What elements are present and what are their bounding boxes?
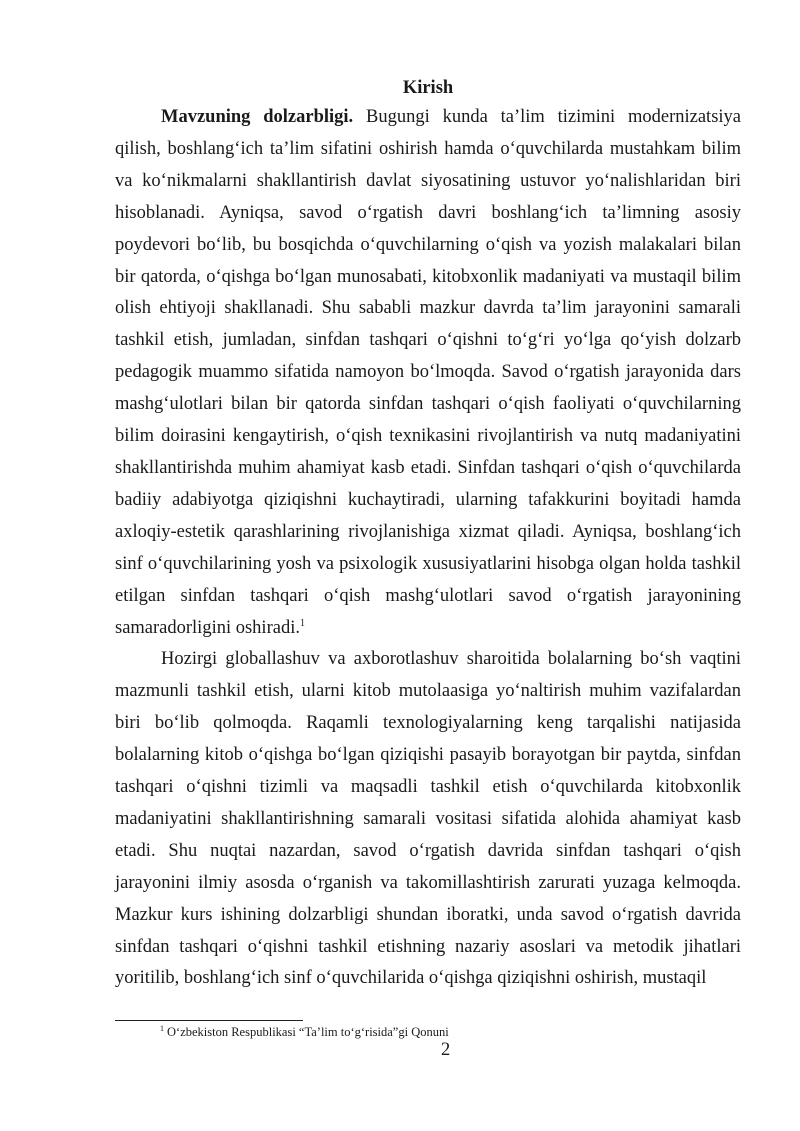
footnote [160, 1024, 449, 1040]
paragraph-globalization: Hozirgi globallashuv va axborotlashuv sharoitida bolalarning bo‘sh vaqtini mazmunli tashkil etish, ularni kitob mutolaasiga yo‘naltirish muhim vazifalardan biri bo‘lib qolmoqda. Raqamli texnologiyalarning keng tarqalishi natijasida bolalarning kitob o‘qishga bo‘lgan qiziqishi pasayib borayotgan bir paytda, sinfdan tashqari o‘qishni tizimli va maqsadli tashkil etish o‘quvchilarda kitobxonlik madaniyatini shakllantirishning samarali vositasi sifatida alohida ahamiyat kasb etadi. Shu nuqtai nazardan, savod o‘rgatish davrida sinfdan tashqari o‘qish jarayonini ilmiy asosda o‘rganish va takomillashtirish zarurati yuzaga kelmoqda. Mazkur kurs ishining dolzarbligi shundan iboratki, unda savod o‘rgatish davrida sinfdan tashqari o‘qishni tashkil etishning nazariy asoslari va metodik jihatlari yoritilib, boshlang‘ich sinf o‘quvchilarida o‘qishga qiziqishni oshirish, mustaqil [115, 649, 741, 989]
footnote-text: O‘zbekiston Respublikasi “Ta’lim to‘g‘risida”gi Qonuni [167, 1025, 449, 1039]
footnote-reference[interactable]: 1 [299, 617, 305, 629]
footnote-number: 1 [160, 1023, 164, 1033]
paragraph-lead: Mavzuning dolzarbligi. [161, 107, 354, 127]
page-body [115, 75, 741, 995]
section-heading: Kirish [402, 78, 454, 98]
footnote-separator [115, 1020, 303, 1021]
paragraph-text: Bugungi kunda ta’lim tizimini modernizatsiya qilish, boshlang‘ich ta’lim sifatini oshirish hamda o‘quvchilarda mustahkam bilim va ko‘nikmalarni shakllantirish davlat siyosatining ustuvor yo‘nalishlaridan biri hisoblanadi. Ayniqsa, savod o‘rgatish davri boshlang‘ich ta’limning asosiy poydevori bo‘lib, bu bosqichda o‘quvchilarning o‘qish va yozish malakalari bilan bir qatorda, o‘qishga bo‘lgan munosabati, kitobxonlik madaniyati va mustaqil bilim olish ehtiyoji shakllanadi. Shu sababli mazkur davrda ta’lim jarayonini samarali tashkil etish, jumladan, sinfdan tashqari o‘qishni to‘g‘ri yo‘lga qo‘yish dolzarb pedagogik muammo sifatida namoyon bo‘lmoqda. Savod o‘rgatish jarayonida dars mashg‘ulotlari bilan bir qatorda sinfdan tashqari o‘qish faoliyati o‘quvchilarning bilim doirasini kengaytirish, o‘qish texnikasini rivojlantirish va nutq madaniyatini shakllantirishda muhim ahamiyat kasb etadi. Sinfdan tashqari o‘qish o‘quvchilarda badiiy adabiyotga qiziqishni kuchaytiradi, ularning tafakkurini boyitadi hamda axloqiy-estetik qarashlarining rivojlanishiga xizmat qiladi. Ayniqsa, boshlang‘ich sinf o‘quvchilarining yosh va psixologik xususiyatlarini hisobga olgan holda tashkil etilgan sinfdan tashqari o‘qish mashg‘ulotlari savod o‘rgatish jarayonining samaradorligini oshiradi. [115, 107, 741, 638]
paragraph-relevance [115, 102, 741, 644]
page-number: 2 [441, 1040, 451, 1060]
